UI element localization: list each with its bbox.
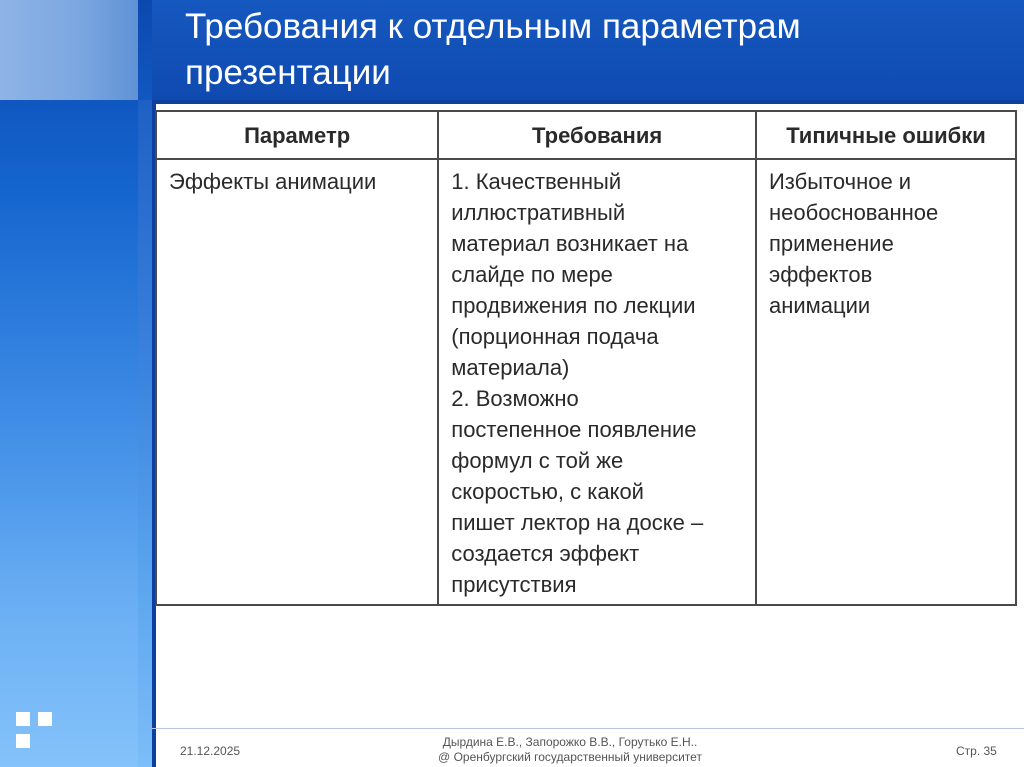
requirements-line: продвижения по лекции [451, 293, 696, 318]
sidebar-stripe [138, 100, 152, 767]
requirements-line: 2. Возможно [451, 386, 579, 411]
decor-square [16, 712, 30, 726]
requirements-line: создается эффект [451, 541, 640, 566]
errors-line: Избыточное и [768, 169, 912, 194]
footer-authors: Дырдина Е.В., Запорожко В.В., Горутько Е.Н.. [442, 735, 698, 749]
requirements-line: материал возникает на [451, 231, 689, 256]
errors-line: применение [768, 231, 894, 256]
requirements-line: 1. Качественный [451, 169, 622, 194]
slide-title-line2: презентации [185, 53, 391, 92]
errors-line: необоснованное [768, 200, 939, 225]
requirements-line: постепенное появление [451, 417, 697, 442]
table-row [156, 159, 1016, 605]
cell-typical-errors [756, 159, 1016, 605]
slide-title [185, 4, 1005, 96]
requirements-line: слайде по мере [451, 262, 613, 287]
errors-line: анимации [768, 293, 871, 318]
sidebar-top-panel [0, 0, 138, 100]
slide-title-line1: Требования к отдельным параметрам [185, 7, 801, 46]
decor-square [16, 734, 30, 748]
table-header-row [156, 111, 1016, 159]
footer-credits [330, 735, 810, 765]
requirements-line: скоростью, с какой [451, 479, 644, 504]
requirements-line: пишет лектор на доске – [451, 510, 704, 535]
footer-date: 21.12.2025 [180, 744, 241, 758]
requirements-line: присутствия [451, 572, 577, 597]
sidebar-background [0, 0, 152, 767]
requirements-line: иллюстративный [451, 200, 626, 225]
requirements-line: (порционная подача [451, 324, 659, 349]
requirements-line: формул с той же [451, 448, 624, 473]
footer-university: @ Оренбургский государственный университет [438, 750, 702, 764]
cell-parameter [156, 159, 438, 605]
requirements-table [155, 110, 1017, 606]
header-requirements: Требования [438, 111, 756, 159]
requirements-line: материала) [451, 355, 570, 380]
footer-page-number: Стр. 35 [956, 744, 997, 758]
decor-square [38, 712, 52, 726]
header-parameter: Параметр [156, 111, 438, 159]
title-rule [152, 100, 1024, 104]
header-typical-errors: Типичные ошибки [756, 111, 1016, 159]
cell-requirements [438, 159, 756, 605]
parameter-text: Эффекты анимации [169, 169, 377, 194]
errors-line: эффектов [768, 262, 873, 287]
footer-divider [152, 728, 1024, 729]
